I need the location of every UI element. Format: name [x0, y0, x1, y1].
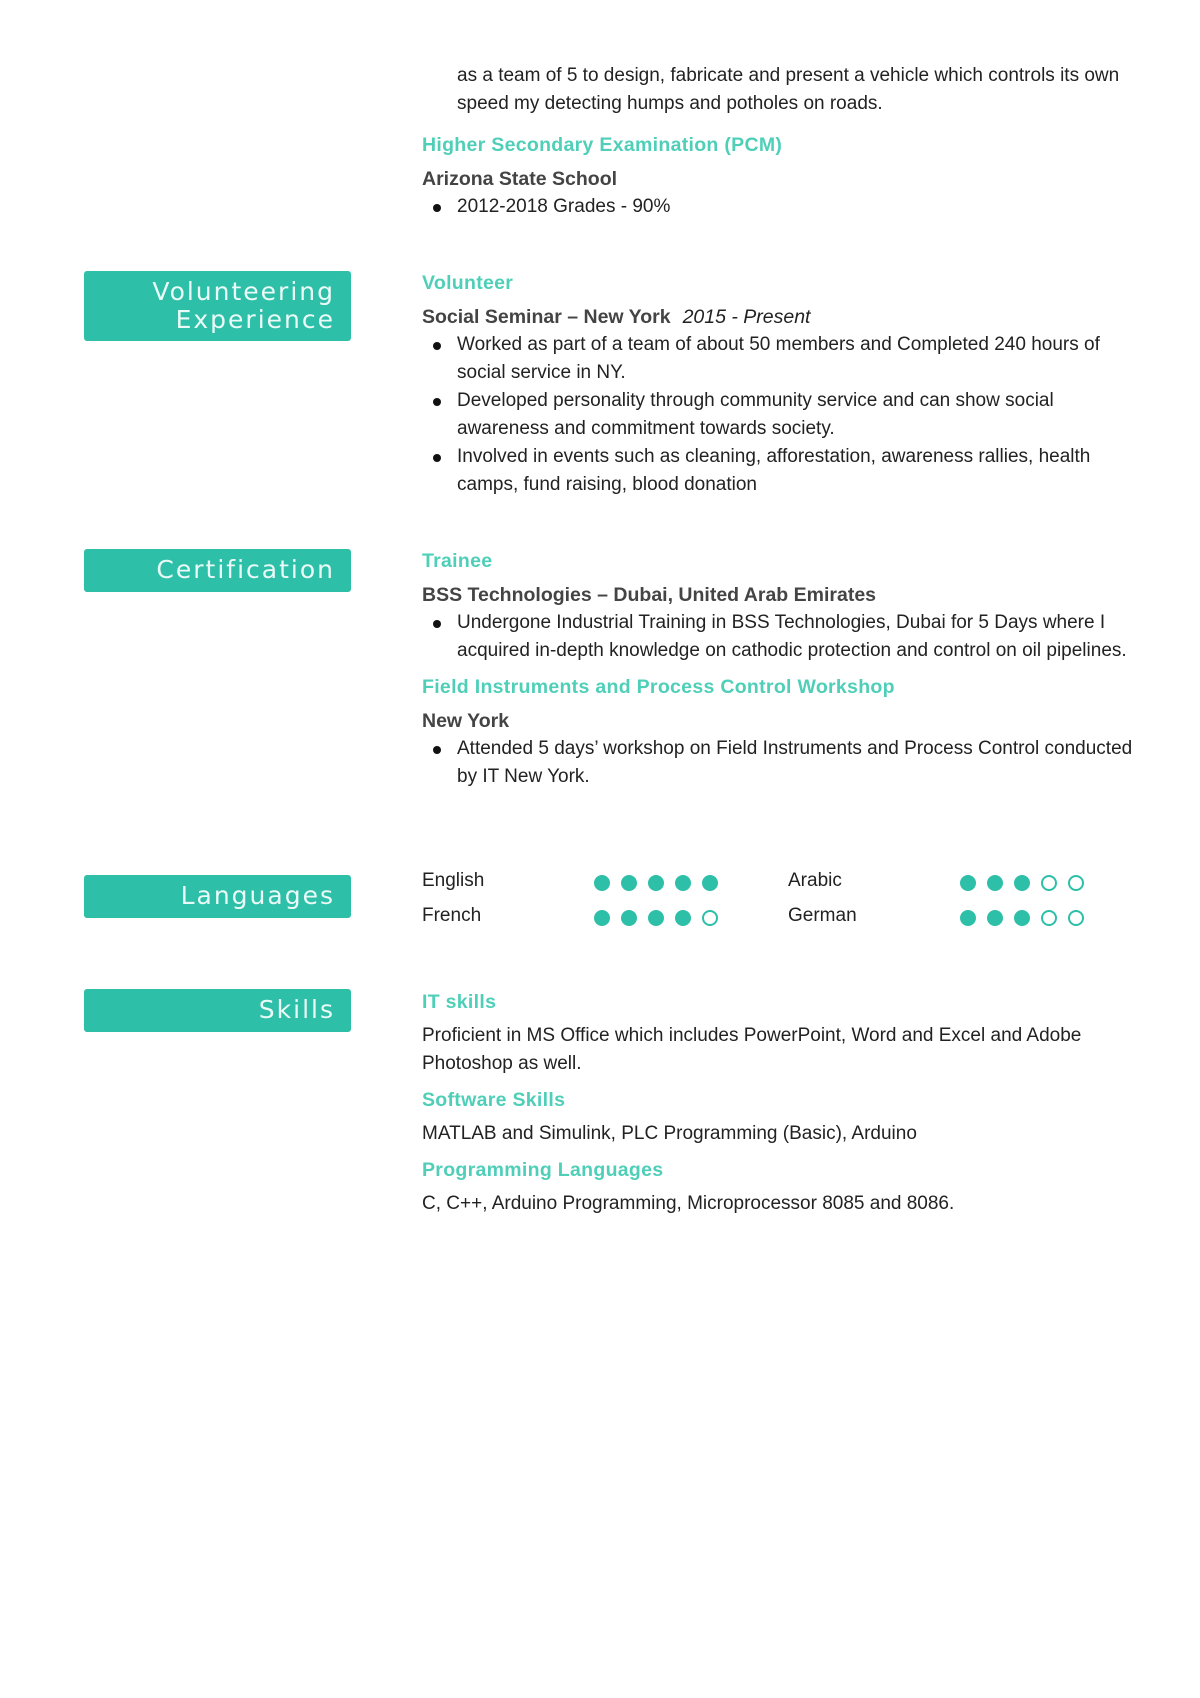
section-label-languages: Languages — [84, 875, 351, 918]
language-rating — [960, 875, 1084, 891]
language-rating — [594, 875, 718, 891]
language-name: French — [422, 905, 482, 926]
filled-dot-icon — [987, 910, 1003, 926]
skill-title: IT skills — [422, 991, 497, 1013]
empty-dot-icon — [1068, 910, 1084, 926]
filled-dot-icon — [960, 910, 976, 926]
skill-title: Software Skills — [422, 1089, 566, 1111]
education-bullet-continued: as a team of 5 to design, fabricate and present a vehicle which controls its own speed my detecting humps and potholes on roads. — [457, 65, 1120, 114]
filled-dot-icon — [987, 875, 1003, 891]
filled-dot-icon — [960, 875, 976, 891]
filled-dot-icon — [648, 875, 664, 891]
language-rating — [594, 910, 718, 926]
cert-org: New York — [422, 710, 510, 732]
filled-dot-icon — [621, 910, 637, 926]
filled-dot-icon — [1014, 910, 1030, 926]
section-label-certification: Certification — [84, 549, 351, 592]
volunteer-bullet: Developed personality through community service and can show social awareness and commitment towards society. — [457, 387, 1142, 443]
cert-title: Trainee — [422, 550, 493, 572]
skill-text: MATLAB and Simulink, PLC Programming (Basic), Arduino — [422, 1123, 917, 1144]
volunteer-role: Volunteer — [422, 272, 514, 294]
volunteer-org: Social Seminar – New York — [422, 306, 671, 328]
volunteering-section — [422, 269, 1142, 499]
skill-text: Proficient in MS Office which includes PowerPoint, Word and Excel and Adobe Photoshop as well. — [422, 1025, 1082, 1074]
language-name: German — [788, 905, 857, 926]
skill-text: C, C++, Arduino Programming, Microprocessor 8085 and 8086. — [422, 1193, 955, 1214]
filled-dot-icon — [675, 910, 691, 926]
language-name: Arabic — [788, 870, 842, 891]
empty-dot-icon — [1068, 875, 1084, 891]
hse-title: Higher Secondary Examination (PCM) — [422, 134, 783, 156]
section-label-skills: Skills — [84, 989, 351, 1032]
volunteer-bullet: Worked as part of a team of about 50 members and Completed 240 hours of social service in NY. — [457, 331, 1142, 387]
skills-section — [422, 988, 1142, 1218]
cert-org: BSS Technologies – Dubai, United Arab Emirates — [422, 584, 877, 606]
empty-dot-icon — [702, 910, 718, 926]
volunteer-bullet: Involved in events such as cleaning, afforestation, awareness rallies, health camps, fund raising, blood donation — [457, 443, 1142, 499]
hse-bullet: 2012-2018 Grades - 90% — [457, 193, 1142, 221]
empty-dot-icon — [1041, 910, 1057, 926]
filled-dot-icon — [594, 910, 610, 926]
section-label-volunteering: Volunteering Experience — [84, 271, 351, 341]
language-name: English — [422, 870, 485, 891]
volunteer-dates: 2015 - Present — [682, 306, 811, 328]
filled-dot-icon — [702, 875, 718, 891]
hse-school: Arizona State School — [422, 168, 618, 190]
filled-dot-icon — [594, 875, 610, 891]
certification-section — [422, 547, 1142, 791]
filled-dot-icon — [1014, 875, 1030, 891]
filled-dot-icon — [675, 875, 691, 891]
cert-title: Field Instruments and Process Control Workshop — [422, 676, 895, 698]
skill-title: Programming Languages — [422, 1159, 664, 1181]
cert-bullet: Undergone Industrial Training in BSS Technologies, Dubai for 5 Days where I acquired in-depth knowledge on cathodic protection and control on oil pipelines. — [457, 609, 1142, 665]
education-hse — [422, 131, 1142, 221]
language-rating — [960, 910, 1084, 926]
filled-dot-icon — [648, 910, 664, 926]
cert-bullet: Attended 5 days’ workshop on Field Instruments and Process Control conducted by IT New York. — [457, 735, 1142, 791]
empty-dot-icon — [1041, 875, 1057, 891]
filled-dot-icon — [621, 875, 637, 891]
